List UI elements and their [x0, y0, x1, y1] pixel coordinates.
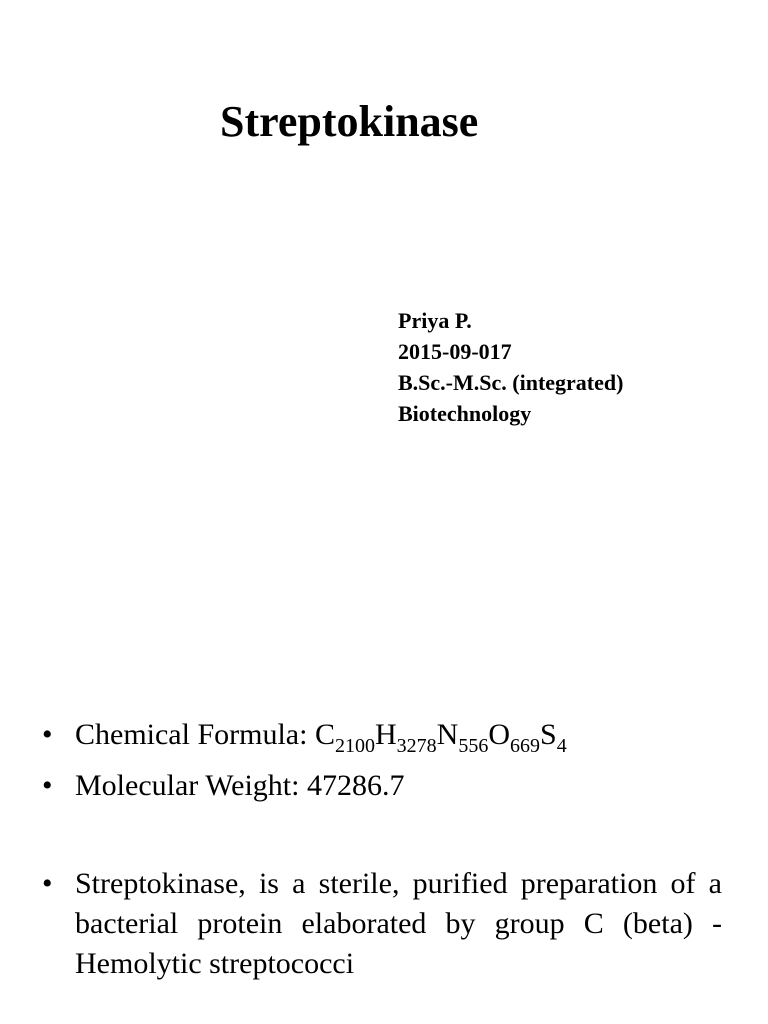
bullet-dot-icon: •: [42, 718, 53, 751]
description-text: Streptokinase, is a sterile, purified preparation of a bacterial protein elaborated by group C (beta) -Hemolytic streptococci: [75, 867, 722, 980]
student-id: 2015-09-017: [398, 339, 512, 364]
bullet-chemical-formula: [42, 715, 722, 755]
formula-element: $C_{2100}$: [314, 718, 375, 757]
author-info: [398, 305, 623, 429]
bullet-description: [42, 864, 722, 984]
formula-element: $O_{669}$: [488, 718, 540, 757]
content-slide: [0, 512, 768, 1024]
department: Biotechnology: [398, 401, 532, 426]
formula-element: $H_{3278}$: [374, 718, 437, 757]
bullet-molecular-weight: [42, 766, 722, 806]
formula-element: $N_{556}$: [436, 718, 489, 757]
bullet-dot-icon: •: [42, 769, 53, 802]
formula-label: Chemical Formula:: [75, 718, 315, 751]
molecular-weight-text: Molecular Weight: 47286.7: [75, 769, 405, 802]
formula-element: $S_4$: [540, 718, 567, 757]
slide-title: Streptokinase: [220, 97, 479, 146]
author-name: Priya P.: [398, 308, 472, 333]
degree-program: B.Sc.-M.Sc. (integrated): [398, 370, 624, 395]
bullet-dot-icon: •: [42, 867, 53, 900]
